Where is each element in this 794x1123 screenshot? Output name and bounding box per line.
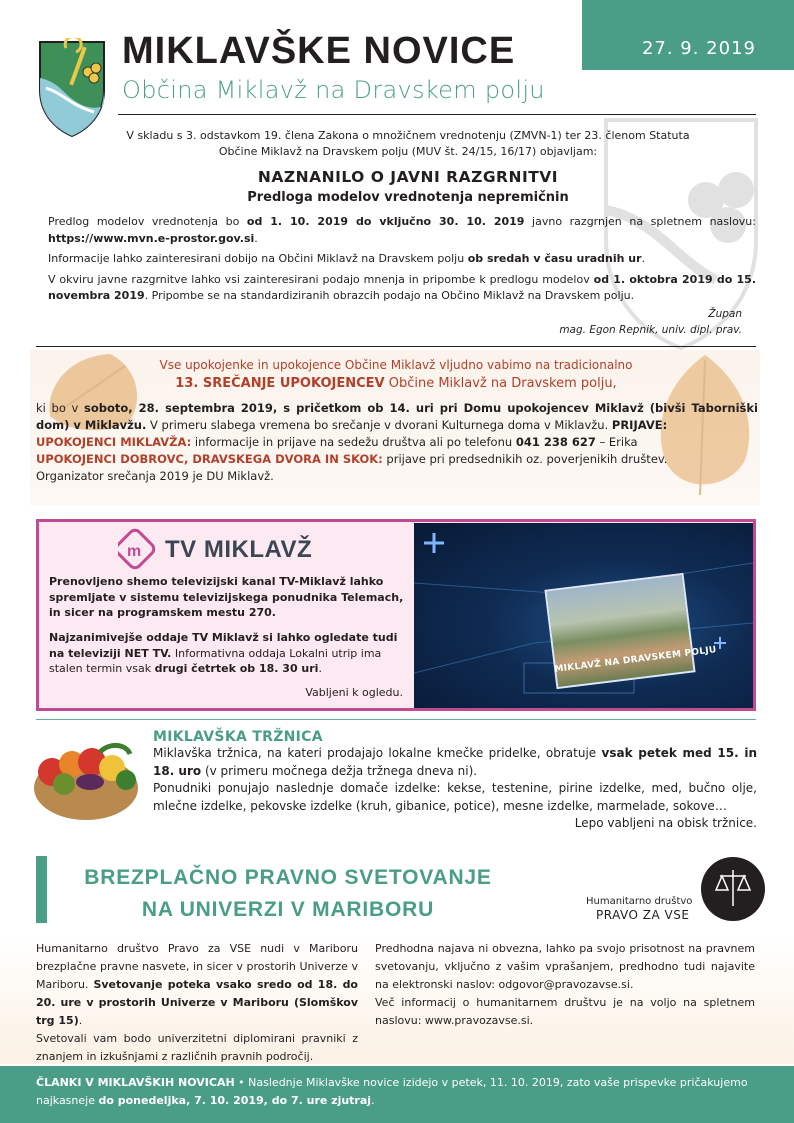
event-time-place: soboto, 28. septembra 2019, s pričetkom ob 14. uri pri Domu upokojencev Miklavž (bivši Taborniški dom) v Miklavžu. [36,401,758,432]
text: . [641,252,646,265]
date-range: od 1. 10. 2019 do vključno 30. 10. 2019 [246,215,525,228]
text: Humanitarno društvo Pravo za VSE nudi v Mariboru brezplačne pravne nasvete, in sicer v prostorih Univerze v Mariboru. [36,942,358,991]
notice-intro: V skladu s 3. odstavkom 19. člena Zakona o množičnem vrednotenju (ZMVN-1) ter 23. členom Statuta Občine Miklavž na Dravskem polju (MUV št. 24/15, 16/17) objavljam: [126,129,690,158]
issue-date-box [582,0,794,70]
tv-paragraph: Prenovljeno shemo televizijski kanal TV-Miklavž lahko spremljate v sistemu televizijskega ponudnika Telemach, in sicer na programskem mestu 270. [49,575,404,619]
tv-promo-image [414,523,753,708]
retirees-others [36,451,758,468]
notice-paragraph [48,214,756,247]
issue-date: 27. 9. 2019 [641,38,756,59]
broadcast-time: drugi četrtek ob 18. 30 uri [154,662,319,675]
text: Predlog modelov vrednotenja bo [48,215,247,228]
notice-paragraph [48,251,756,268]
legal-title-line: NA UNIVERZI V MARIBORU [141,898,435,921]
signer-role: Župan [708,308,742,320]
text: Predhodna najava ni obvezna, lahko pa svojo prisotnost na pravnem svetovanju, vključno z vašim vprašanjem, predhodno tudi najavite na elektronski naslov: odgovor@pravozavse.si. [375,942,755,991]
text: . [254,231,258,245]
market-products: Ponudniki ponujajo naslednje domače izdelke: kekse, testenine, pirine izdelke, med, bučno olje, mlečne izdelke, pekovske izdelke (kruh, gibanice, potice), mesne izdelke, marmelade, sokove… [153,781,757,813]
text: Več informacij o humanitarnem društvu je na voljo na spletnem naslovu: www.pravozavse.si. [375,996,755,1027]
notice-title: NAZNANILO O JAVNI RAZGRNITVI [257,168,559,186]
retirees-body [36,400,758,485]
text: . [371,1094,375,1107]
vegetable-basket-icon [30,722,142,826]
tv-closing: Vabljeni k ogledu. [305,686,403,699]
registration-label: PRIJAVE: [611,418,668,432]
text: prijave pri predsednikih oz. poverjenikih društev. [382,452,668,466]
phone-number: 041 238 627 [515,435,596,449]
market-title: MIKLAVŠKA TRŽNICA [153,729,323,745]
footer-text [36,1074,758,1110]
market-closing: Lepo vabljeni na obisk tržnice. [574,816,757,830]
retirees-details [36,400,758,434]
text: . Pripombe se na standardiziranih obrazcih podajo na Občino Miklavž na Dravskem polju. [144,289,635,302]
text: Najzanimivejše oddaje TV Miklavž si lahko ogledate tudi na televiziji NET TV. [49,631,398,660]
signer-name: mag. Egon Repnik, univ. dipl. prav. [559,324,742,336]
market-time: vsak petek med 15. in 18. uro [153,746,758,778]
group-label: UPOKOJENCI MIKLAVŽA: [36,435,192,449]
text: Informativna oddaja Lokalni utrip ima stalen termin vsak [49,646,382,675]
tv-logo-text: TV MIKLAVŽ [165,536,313,563]
text: V primeru slabega vremena bo srečanje v dvorani Kulturnega doma v Miklavžu. [146,418,612,432]
text: Občine Miklavž na Dravskem polju, [384,376,617,391]
comment-period: od 1. oktobra 2019 do 15. novembra 2019 [48,272,757,302]
svg-text:m: m [127,543,142,560]
legal-title-line: BREZPLAČNO PRAVNO SVETOVANJE [84,866,492,889]
text: javno razgrnjen na spletnem naslovu: [524,215,756,228]
market-body [153,745,757,833]
market-hours [153,745,757,780]
text: – Erika [595,435,638,449]
office-hours: ob sredah v času uradnih ur [467,252,642,265]
text: . [78,1014,83,1027]
notice-subtitle: Predloga modelov vrednotenja nepremičnin [247,190,569,205]
newspaper-subtitle: Občina Miklavž na Dravskem polju [122,76,545,104]
text: ki bo v [36,401,85,415]
text: Informacije lahko zainteresirani dobijo na Občini Miklavž na Dravskem polju [48,252,468,265]
accent-bar [36,856,47,923]
text: (v primeru močnega dežja tržnega dneva ni). [201,763,478,778]
market-closing-row [153,815,757,833]
retirees-invite-line: Vse upokojenke in upokojence Občine Miklavž vljudno vabimo na tradicionalno [159,358,633,372]
text: V okviru javne razgrnitve lahko vsi zainteresirani podajo mnenja in pripombe k predlogu modelov [48,272,594,286]
legal-logo-line: Humanitarno društvo [586,896,693,907]
retirees-organizer: Organizator srečanja 2019 je DU Miklavž. [36,469,274,483]
retirees-miklavz [36,434,758,451]
text: • Naslednje Miklavške novice izidejo v petek, 11. 10. 2019, zato vaše prispevke pričakujemo najkasneje [36,1076,748,1107]
municipality-crest-logo [36,38,108,138]
tv-paragraph [49,630,407,677]
footer-label: ČLANKI V MIKLAVŠKIH NOVICAH [36,1076,235,1089]
legal-title [48,862,528,926]
scales-of-justice-icon [700,856,766,922]
text: . [318,662,322,675]
footer-bar [0,1066,794,1123]
consultation-time: Svetovanje poteka vsako sredo od 18. do 20. ure v prostorih Univerze v Mariboru (Slomškov trg 15) [36,978,358,1027]
website-link[interactable]: https://www.mvn.e-prostor.gov.si [48,231,255,245]
group-label: UPOKOJENCI DOBROVC, DRAVSKEGA DVORA IN SKOK: [36,452,383,466]
tv-image-caption: MIKLAVŽ NA DRAVSKEM POLJU [553,645,718,675]
text: informacije in prijave na sedežu društva ali po telefonu [191,435,516,449]
retirees-event-title [36,376,756,391]
text: Svetovali vam bodo univerzitetni diplomirani pravniki z znanjem in izkušnjami z različnih pravnih področij. [36,1032,358,1063]
newspaper-title: MIKLAVŠKE NOVICE [122,30,516,72]
signature-block [559,306,742,338]
deadline: do ponedeljka, 7. 10. 2019, do 7. ure zjutraj [98,1094,372,1107]
text: Miklavška tržnica, na kateri prodajajo lokalne kmečke pridelke, obratuje [153,746,602,760]
legal-column-right [375,940,755,1030]
section-divider [36,719,756,720]
legal-logo-name: PRAVO ZA VSE [596,908,690,922]
notice-paragraph [48,272,756,305]
notice-body [48,214,756,309]
legal-column-left [36,940,358,1066]
event-name: 13. SREČANJE UPOKOJENCEV [175,376,385,391]
